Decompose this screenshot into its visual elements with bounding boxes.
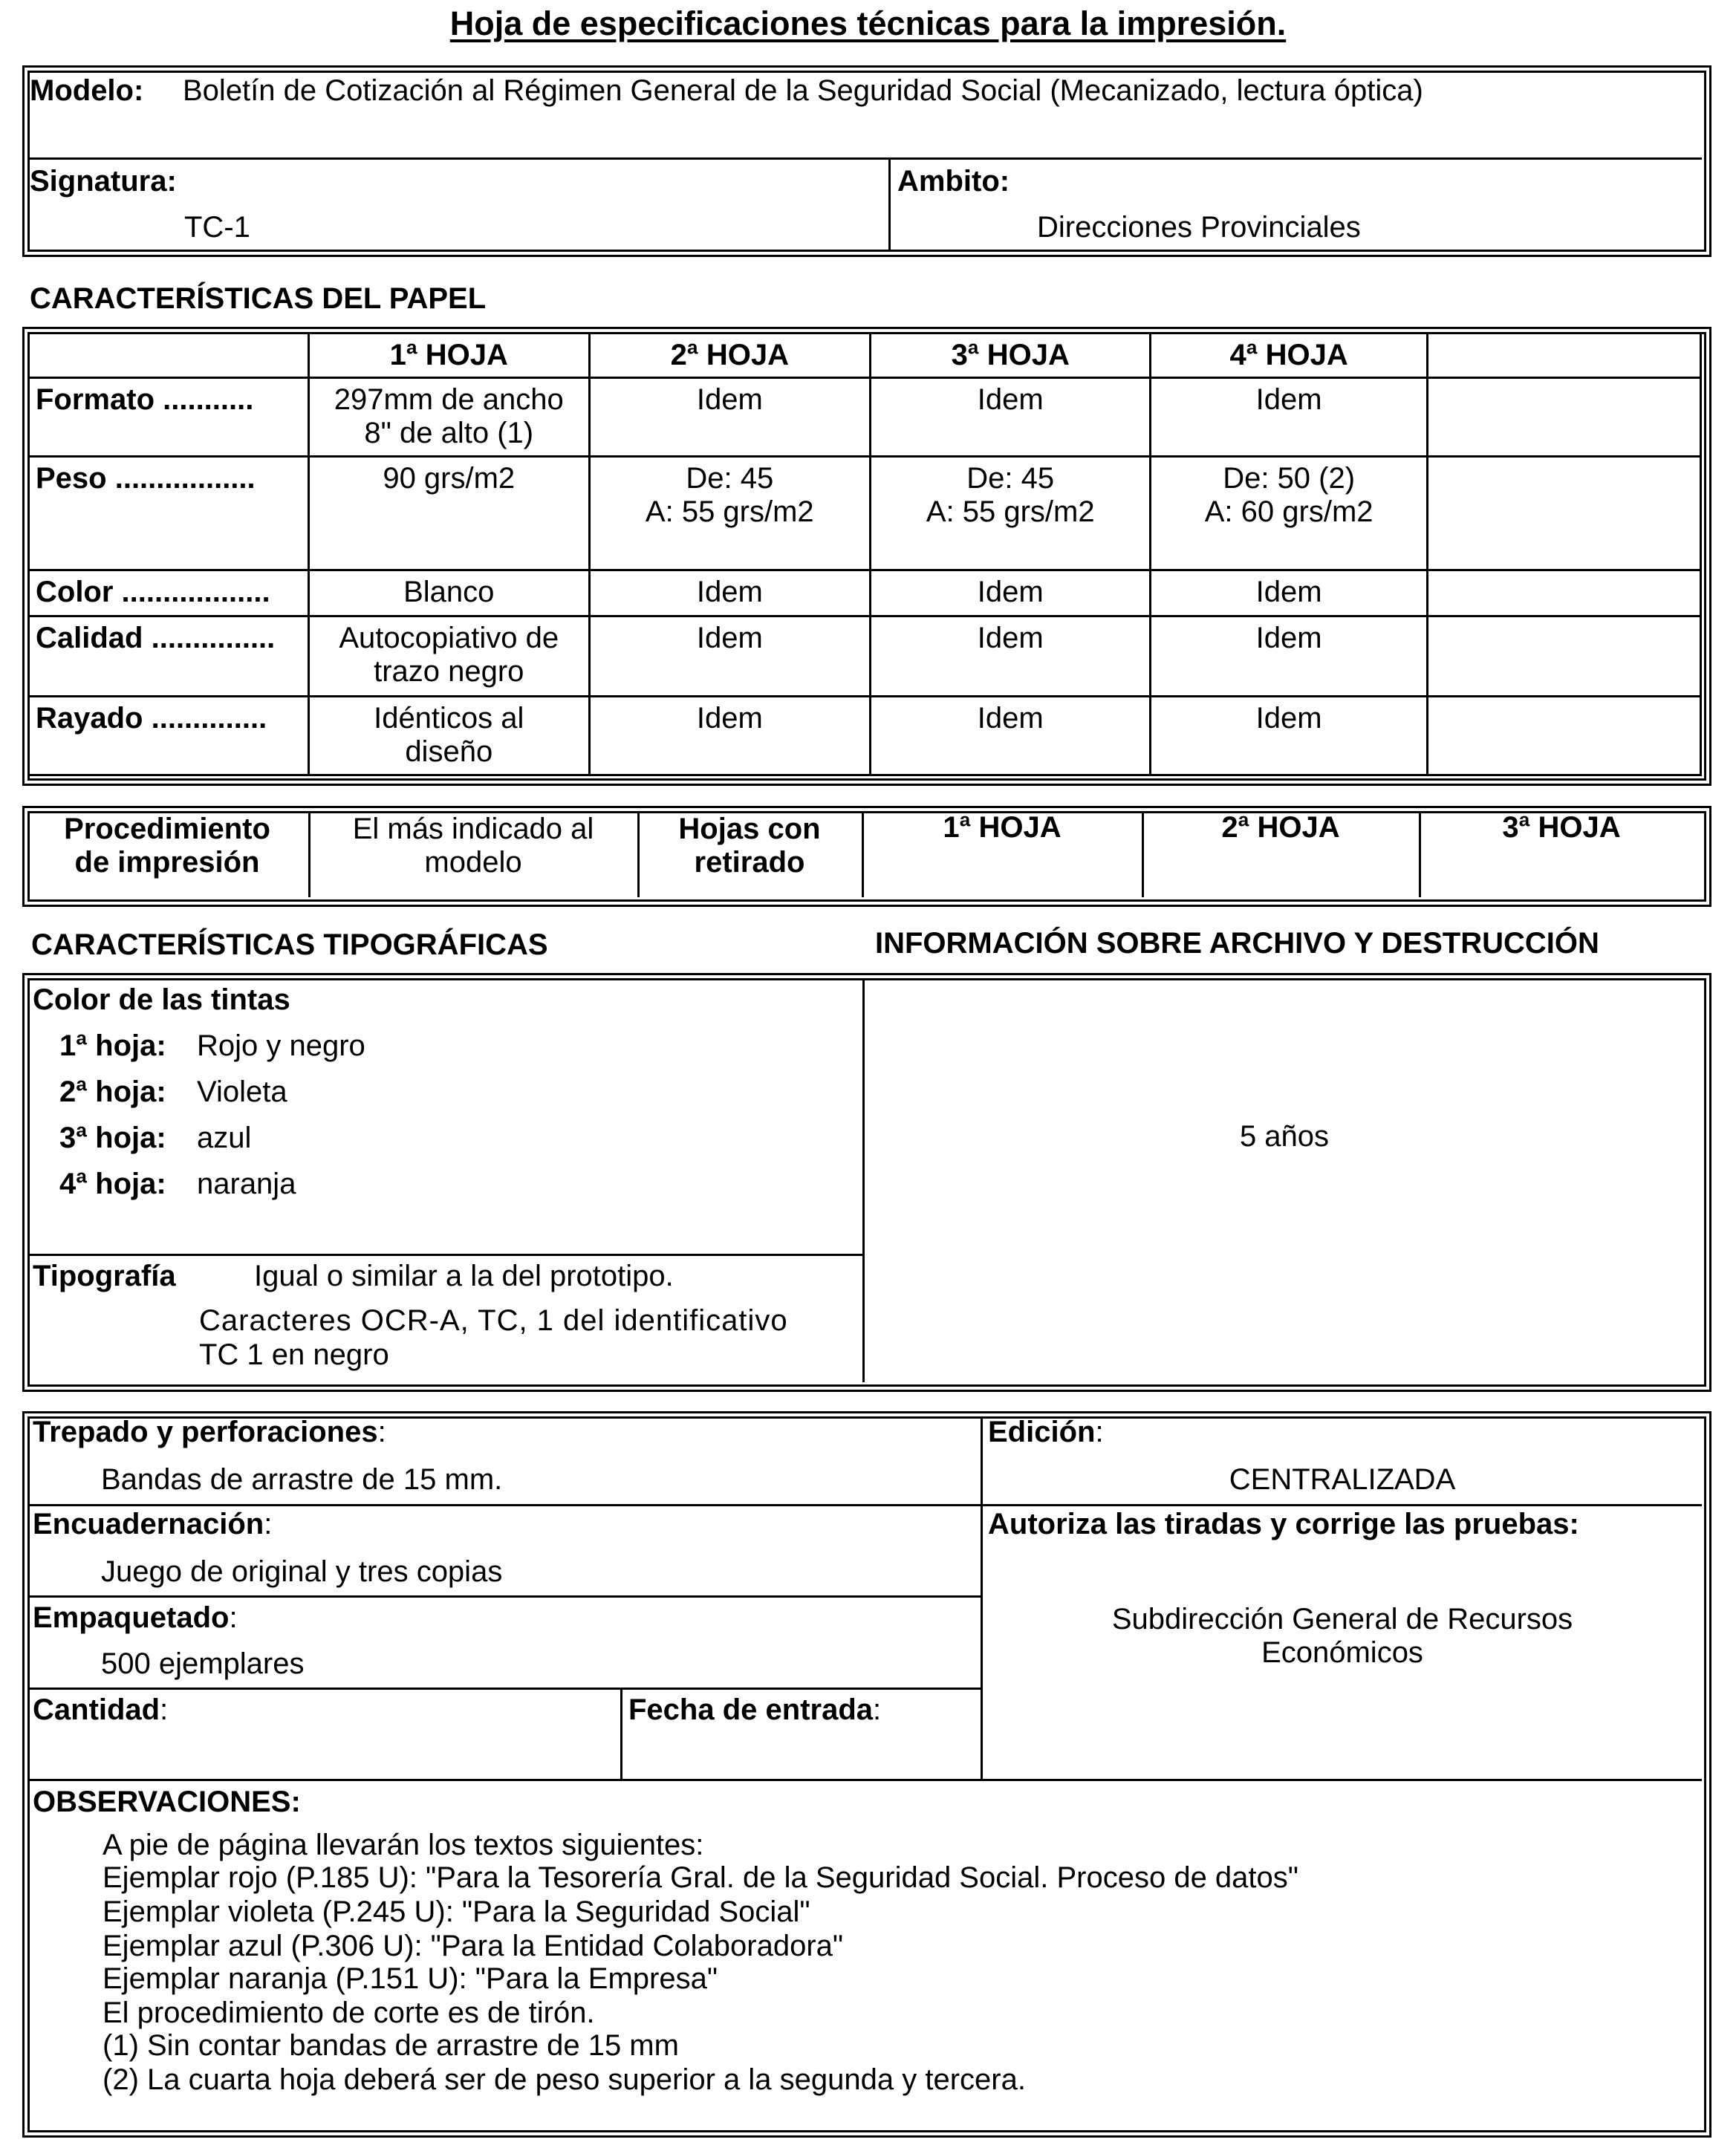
papel-row-label: Calidad ............... — [29, 616, 309, 696]
papel-cell: Idem — [1151, 616, 1427, 696]
cantidad-title — [33, 1693, 168, 1727]
papel-cell: De: 45 A: 55 grs/m2 — [589, 457, 870, 570]
tipografia-ocr: Caracteres OCR-A, TC, 1 del identificativo — [199, 1304, 788, 1337]
papel-cell: 90 grs/m2 — [308, 457, 589, 570]
papel-cell — [1427, 616, 1700, 696]
papel-col-header: 1ª HOJA — [308, 333, 589, 378]
papel-cell: Idem — [589, 378, 870, 457]
observacion-line: Ejemplar azul (P.306 U): "Para la Entidad Colaboradora" — [103, 1930, 844, 1962]
papel-cell: Idem — [589, 616, 870, 696]
tinta-hoja-value: Violeta — [197, 1075, 287, 1108]
page-title: Hoja de especificaciones técnicas para la impresión. — [449, 4, 1287, 42]
papel-cell: De: 45 A: 55 grs/m2 — [871, 457, 1151, 570]
papel-cell: Idem — [589, 570, 870, 616]
edicion-colon: : — [1095, 1416, 1104, 1448]
papel-cell — [1427, 378, 1700, 457]
encuadernacion-value: Juego de original y tres copias — [101, 1555, 503, 1588]
observacion-line: El procedimiento de corte es de tirón. — [103, 1996, 595, 2029]
ambito-value: Direcciones Provinciales — [1037, 211, 1361, 244]
signatura-label: Signatura: — [30, 165, 177, 198]
tipografia-value: Igual o similar a la del prototipo. — [254, 1260, 674, 1292]
empaquetado-title — [33, 1601, 238, 1635]
archivo-value: 5 años — [1239, 1120, 1330, 1153]
autoriza-value: Subdirección General de Recursos Económicos — [1111, 1603, 1573, 1669]
observacion-line: (1) Sin contar bandas de arrastre de 15 mm — [103, 2029, 679, 2062]
cantidad-colon: : — [160, 1693, 169, 1726]
tinta-hoja-value: Rojo y negro — [197, 1029, 365, 1062]
papel-cell: De: 50 (2) A: 60 grs/m2 — [1151, 457, 1427, 570]
papel-corner — [29, 333, 309, 378]
observacion-line: Ejemplar violeta (P.245 U): "Para la Seguridad Social" — [103, 1895, 810, 1928]
tinta-hoja-label: 1ª hoja: — [59, 1029, 166, 1062]
edicion-label: Edición — [988, 1416, 1096, 1448]
tipograficas-heading: CARACTERÍSTICAS TIPOGRÁFICAS — [31, 928, 548, 961]
empaquetado-label: Empaquetado — [33, 1601, 230, 1634]
modelo-value: Boletín de Cotización al Régimen General de la Seguridad Social (Mecanizado, lectura óptica) — [183, 74, 1423, 107]
fecha-colon: : — [873, 1693, 882, 1726]
procedimiento-label: Procedimiento de impresión — [64, 813, 270, 879]
papel-row-label: Formato ........... — [29, 378, 309, 457]
fecha-title — [628, 1693, 881, 1727]
papel-cell: Idénticos al diseño — [308, 696, 589, 775]
edicion-title — [988, 1416, 1104, 1449]
papel-col-header — [1427, 333, 1700, 378]
papel-heading: CARACTERÍSTICAS DEL PAPEL — [30, 282, 487, 315]
retirado-hoja-3: 3ª HOJA — [1502, 811, 1621, 844]
tipografia-label: Tipografía — [33, 1260, 176, 1292]
observacion-line: A pie de página llevarán los textos siguientes: — [103, 1829, 704, 1861]
papel-row-label: Peso ................. — [29, 457, 309, 570]
tinta-hoja-label: 2ª hoja: — [59, 1075, 166, 1108]
tipografia-tc1: TC 1 en negro — [199, 1338, 389, 1371]
papel-cell — [1427, 457, 1700, 570]
papel-col-header: 4ª HOJA — [1151, 333, 1427, 378]
archivo-heading: INFORMACIÓN SOBRE ARCHIVO Y DESTRUCCIÓN — [875, 927, 1599, 960]
observacion-line: Ejemplar naranja (P.151 U): "Para la Empresa" — [103, 1962, 718, 1995]
empaquetado-colon: : — [229, 1601, 238, 1634]
observacion-line: Ejemplar rojo (P.185 U): "Para la Tesorería Gral. de la Seguridad Social. Proceso de datos" — [103, 1861, 1298, 1894]
trepado-label: Trepado y perforaciones — [33, 1416, 378, 1448]
cantidad-label: Cantidad — [33, 1693, 160, 1726]
papel-col-header: 2ª HOJA — [589, 333, 870, 378]
papel-cell: Idem — [1151, 696, 1427, 775]
retirado-hoja-1: 1ª HOJA — [943, 811, 1062, 844]
tinta-hoja-value: azul — [197, 1122, 252, 1154]
hojas-retirado-label: Hojas con retirado — [678, 813, 821, 879]
papel-cell: Idem — [1151, 378, 1427, 457]
signatura-value: TC-1 — [184, 211, 250, 244]
observaciones-label: OBSERVACIONES: — [33, 1786, 301, 1818]
papel-cell — [1427, 696, 1700, 775]
encuadernacion-label: Encuadernación — [33, 1508, 264, 1540]
tintas-label: Color de las tintas — [33, 983, 290, 1016]
ambito-label: Ambito: — [897, 165, 1010, 198]
retirado-hoja-2: 2ª HOJA — [1221, 811, 1340, 844]
papel-table — [27, 332, 1702, 776]
autoriza-label: Autoriza las tiradas y corrige las pruebas: — [988, 1508, 1579, 1540]
papel-cell: Idem — [871, 616, 1151, 696]
papel-row-label: Rayado .............. — [29, 696, 309, 775]
tinta-hoja-value: naranja — [197, 1168, 296, 1200]
encuadernacion-colon: : — [264, 1508, 273, 1540]
tinta-hoja-label: 4ª hoja: — [59, 1168, 166, 1200]
papel-cell: Blanco — [308, 570, 589, 616]
papel-col-header: 3ª HOJA — [871, 333, 1151, 378]
papel-cell: Idem — [871, 570, 1151, 616]
edicion-value: CENTRALIZADA — [1229, 1463, 1456, 1496]
modelo-label: Modelo: — [30, 74, 144, 107]
encuadernacion-title — [33, 1508, 272, 1541]
papel-cell: 297mm de ancho 8" de alto (1) — [308, 378, 589, 457]
papel-cell — [1427, 570, 1700, 616]
tinta-hoja-label: 3ª hoja: — [59, 1122, 166, 1154]
papel-cell: Idem — [871, 696, 1151, 775]
fecha-label: Fecha de entrada — [628, 1693, 874, 1726]
papel-cell: Autocopiativo de trazo negro — [308, 616, 589, 696]
trepado-title — [33, 1416, 386, 1449]
papel-cell: Idem — [589, 696, 870, 775]
procedimiento-value: El más indicado al modelo — [352, 813, 594, 879]
trepado-colon: : — [377, 1416, 386, 1448]
observacion-line: (2) La cuarta hoja deberá ser de peso superior a la segunda y tercera. — [103, 2063, 1026, 2096]
empaquetado-value: 500 ejemplares — [101, 1647, 305, 1680]
papel-cell: Idem — [871, 378, 1151, 457]
papel-row-label: Color .................. — [29, 570, 309, 616]
trepado-value: Bandas de arrastre de 15 mm. — [101, 1463, 503, 1496]
papel-cell: Idem — [1151, 570, 1427, 616]
